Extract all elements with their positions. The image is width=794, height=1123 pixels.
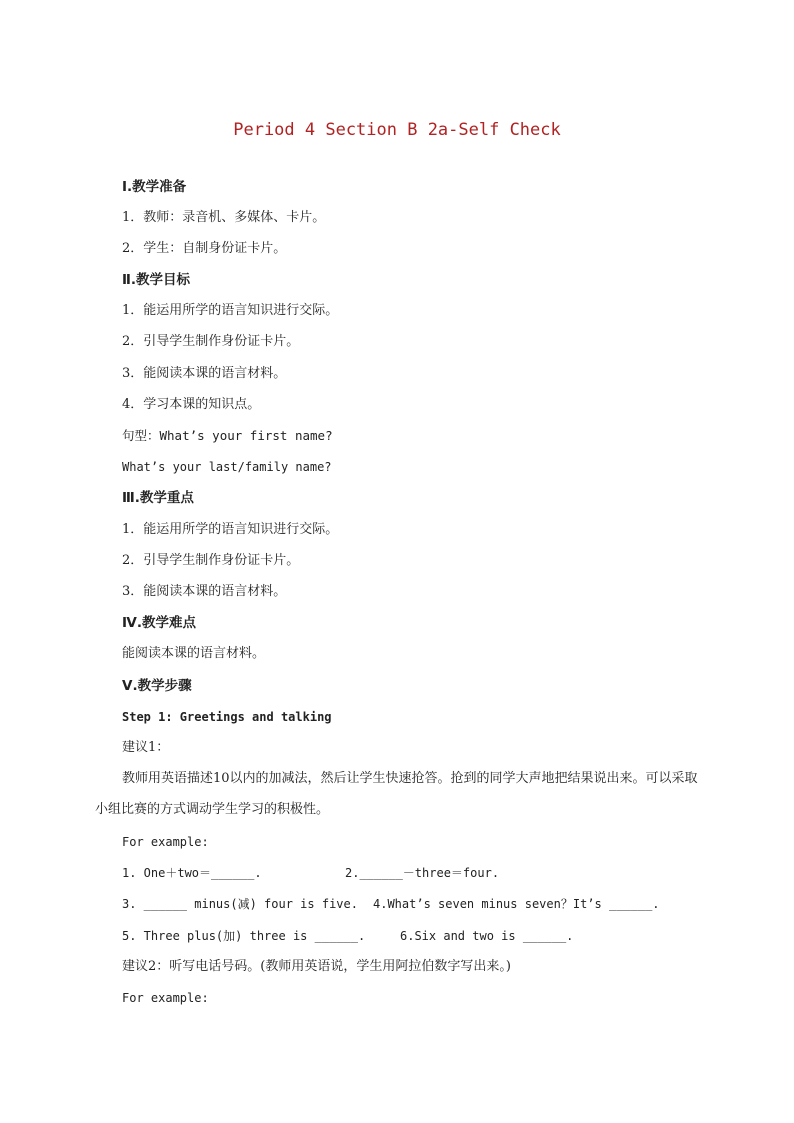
section-3-item-2: 2．引导学生制作身份证卡片。 xyxy=(122,553,300,568)
section-2-item-2: 2．引导学生制作身份证卡片。 xyxy=(122,334,300,349)
example-label-1: For example: xyxy=(122,835,209,849)
section-2-item-3: 3．能阅读本课的语言材料。 xyxy=(122,366,287,381)
section-1-item-1: 1．教师：录音机、多媒体、卡片。 xyxy=(122,210,326,225)
suggestion-2: 建议2：听写电话号码。(教师用英语说，学生用阿拉伯数字写出来。) xyxy=(122,959,511,974)
sentence-pattern-1: 句型：What’s your first name? xyxy=(122,428,333,443)
exercise-4: 4.What’s seven minus seven？It’s ______. xyxy=(373,897,660,911)
section-3-item-1: 1．能运用所学的语言知识进行交际。 xyxy=(122,522,339,537)
exercise-3: 3. ______ minus(减) four is five. xyxy=(122,897,358,911)
exercise-1: 1. One＋two＝______. xyxy=(122,866,262,880)
example-label-2: For example: xyxy=(122,991,209,1005)
section-2-item-4: 4．学习本课的知识点。 xyxy=(122,397,261,412)
suggestion-1-paragraph: 教师用英语描述10以内的加减法，然后让学生快速抢答。抢到的同学大声地把结果说出来。可以采取小组比赛的方式调动学生学习的积极性。 xyxy=(95,771,698,817)
section-5-heading: Ⅴ.教学步骤 xyxy=(122,678,192,694)
step-1-title: Step 1: Greetings and talking xyxy=(122,710,332,724)
section-1-heading: Ⅰ.教学准备 xyxy=(122,179,187,195)
exercise-2: 2.______－three＝four. xyxy=(345,866,500,880)
section-2-heading: Ⅱ.教学目标 xyxy=(122,272,191,288)
section-4-text: 能阅读本课的语言材料。 xyxy=(122,646,266,661)
suggestion-1-label: 建议1： xyxy=(122,740,170,755)
section-1-item-2: 2．学生：自制身份证卡片。 xyxy=(122,241,287,256)
sentence-pattern-2: What’s your last/family name? xyxy=(122,460,332,474)
exercise-5: 5. Three plus(加) three is ______. xyxy=(122,929,366,943)
section-3-item-3: 3．能阅读本课的语言材料。 xyxy=(122,584,287,599)
section-2-item-1: 1．能运用所学的语言知识进行交际。 xyxy=(122,303,339,318)
document-title: Period 4 Section B 2a-Self Check xyxy=(233,120,561,140)
exercise-6: 6.Six and two is ______. xyxy=(400,929,574,943)
section-4-heading: Ⅳ.教学难点 xyxy=(122,615,196,631)
section-3-heading: Ⅲ.教学重点 xyxy=(122,490,194,506)
